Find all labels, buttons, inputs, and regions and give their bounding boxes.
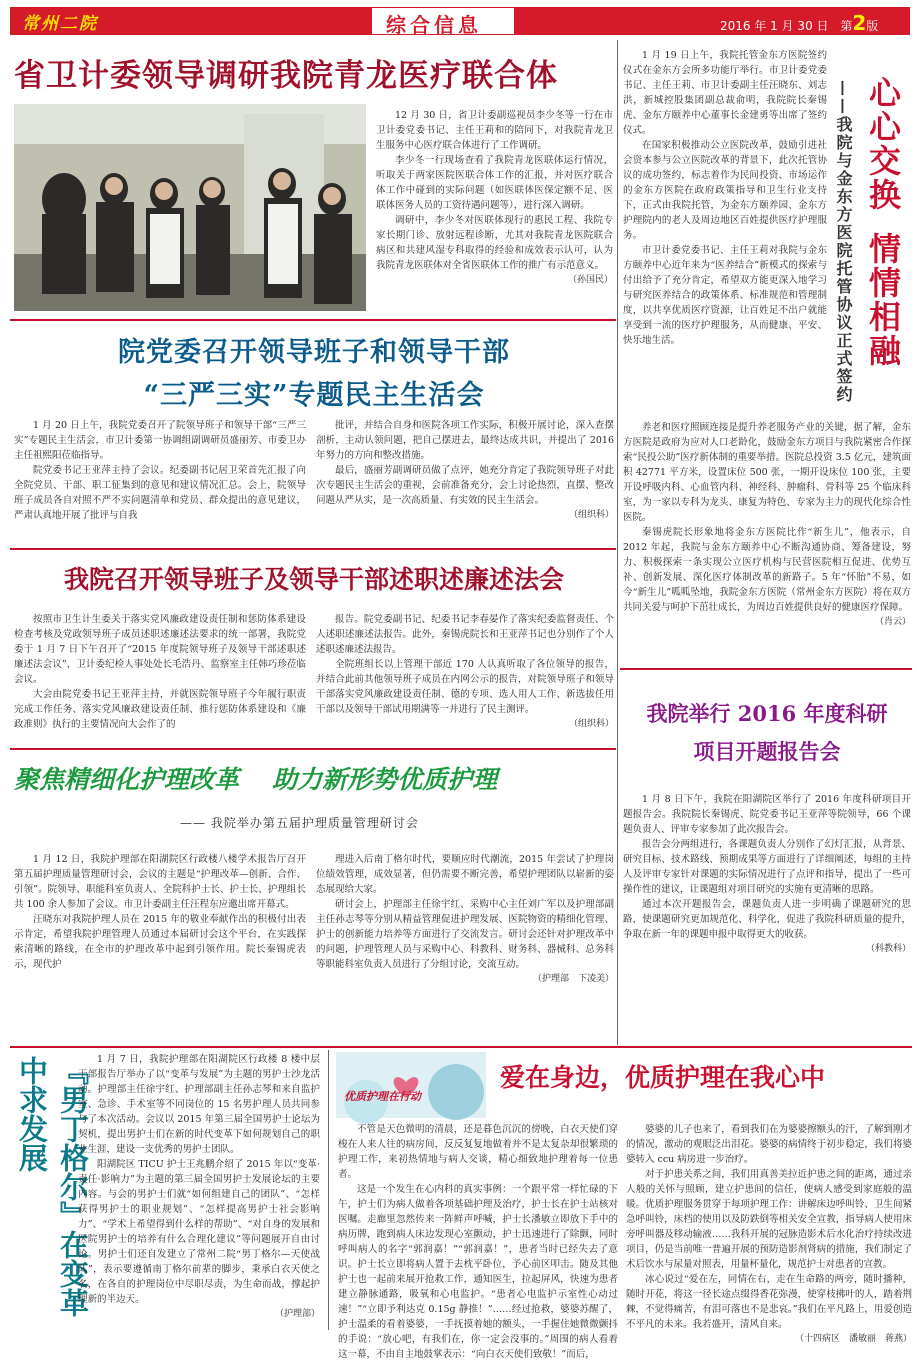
visit-photo (14, 104, 366, 311)
article8-paragraph: 对于护患关系之间，我们用真善美拉近护患之间的距离，通过亲人般的关怀与照顾，建立护患间的信任，使病人感受到家庭般的温暖。优质护理服务贯穿于每项护理工作：讲解床边呼叫铃、卫生间紧急呼叫铃，床档的使用以及防跌倒等相关安全宣教，指导病人使用床旁呼叫器及移动输液……我科开展的冠脉造影术后水化治疗持续改进项目，仍是当前唯一普遍开展的预防造影剂肾病的措施，我们制定了术后饮水与尿量对照表，用量杯量化，规范护士对患者的宣教。 (626, 1169, 912, 1270)
article5-title-2 (860, 232, 910, 368)
article1-body (350, 108, 613, 288)
section-rule (10, 1046, 912, 1048)
article2-paragraph: 批评，并结合自身和医院各项工作实际，积极开展讨论，深入查摆剖析，主动认领问题，把自己摆进去，最终达成共识，并提出了 2016 年努力的方向和整改措施。 (316, 420, 614, 461)
visit-photo-svg (14, 104, 366, 311)
article5-paragraph: 市卫计委党委书记、主任王莉对我院与金东方颐养中心近年来为“医养结合”新模式的探索与付出给予了充分肯定，希望双方能更深入地学习与研究医养结合的政策体系、标准规范和管理制度，以共享优质医疗资源，让百姓足不出户就能享受到一流的医疗护理服务，从而健康、平安、快乐地生活。 (623, 245, 827, 346)
issue-date: 2016 年 1 月 30 日 (720, 19, 829, 33)
section-rule (10, 319, 616, 321)
article6-title-line1: 我院举行 2016 年度科研 (646, 701, 888, 726)
article3-signature: （组织科） (568, 719, 614, 729)
article5-bottom-body (623, 420, 911, 630)
article2-paragraph: 最后，盛丽芳副调研员做了点评，她充分肯定了我院领导班子对此次专题民主生活会的重视，会前准备充分，会上讨论热烈，直摆、整改问题从严从实，是一次高质量、有实效的民主生活会。 (316, 465, 614, 506)
masthead (0, 0, 917, 40)
banner-text: 优质护理在行动 (344, 1090, 421, 1103)
article3-paragraph: 大会由院党委书记王亚萍主持，并就医院领导班子今年履行职责完成工作任务、落实党风廉政建设责任制、推行惩防体系建设和《廉政准则》执行的主要情况向大会作了的 (14, 689, 306, 730)
article3-paragraph: 报告。院党委副书记、纪委书记李春晏作了落实纪委监督责任、个人述职述廉述法报告。此外，秦锡虎院长和王亚萍书记也分别作了个人述职述廉述法报告。 (316, 614, 614, 655)
article2-title (14, 330, 614, 412)
article5-title-line1: 心心交换 (864, 76, 902, 212)
section-title: 综合信息 (386, 13, 482, 37)
article4-title (14, 760, 614, 796)
article1-title: 省卫计委领导调研我院青龙医疗联合体 (14, 58, 558, 94)
article4-col2 (316, 852, 614, 987)
article4-title-right: 助力新形势优质护理 (272, 765, 498, 794)
article6-signature: （科教科） (865, 944, 911, 954)
article2-paragraph: 院党委书记王亚萍主持了会议。纪委副书记居卫荣首先汇报了向全院党员、干部、职工征集到的意见和建议情况汇总。会上，院领导班子成员各自对照不严不实问题清单和党员、群众提出的意见建议，严肃认真地开展了批评与自我 (14, 465, 306, 521)
page-label: 第 (840, 19, 853, 33)
issue-info (720, 11, 878, 35)
article6-paragraph: 报告会分两组进行，各课题负责人分别作了幻灯汇报，从背景、研究目标、技术路线、预期成果等方面进行了详细阐述，每组的主持人及评审专家针对课题的实际情况进行了点评和指导，提出了一些可操作性的建议，让课题组对项目研究的实施有更清晰的思路。 (623, 839, 911, 895)
page-number: 2 (852, 11, 867, 35)
article6-title-line2: 项目开题报告会 (693, 739, 841, 764)
care-banner-art (336, 1052, 486, 1118)
article4-paragraph: 研讨会上，护理部主任徐宇红、采购中心主任刘广军以及护理部副主任孙志琴等分别从精益管理促进护理发展、医院物资的精细化管理、护士的创新能力培养等方面进行了交流发言。研讨会还针对护理改革中的问题，护理管理人员与采购中心、科教科、财务科、器械科、总务科等职能科室负责人员进行了分组讨论，交流互动。 (316, 899, 614, 970)
article2-signature: （组织科） (568, 510, 614, 520)
article5-paragraph: 在国家积极推动公立医院改革，鼓励引进社会资本参与公立医院改革的背景下，此次托管协议的成功签约，标志着作为民间投资、市场运作的金东方医院在政府政策指导和卫生行业支持下，正式由我院托管，为金东方颐养园、金东方护理院内的老人及周边地区百姓提供医疗护理服务。 (623, 140, 827, 241)
article3-paragraph: 全院班组长以上管理干部近 170 人认真听取了各位领导的报告，并结合此前其他领导班子成员在内网公示的报告，对院领导班子和领导干部落实党风廉政建设责任制、德的专项、选人用人工作、新选拔任用干部以及领导干部试用期满等一并进行了民主测评。 (316, 659, 614, 715)
article7-paragraph: 1 月 7 日，我院护理部在阳湖院区行政楼 8 楼中层干部报告厅举办了以“变革与发展”为主题的男护士沙龙活动。护理部主任徐宇红、护理部副主任孙志琴和来自监护室、急诊、手术室等不同岗位的 15 名男护理人员共同参与了本次活动。会议以 2015 年第三届全国男护士论坛为契机，提出男护士们在新的时代变革下如何规划自己的职业生涯，建设一支优秀的男护士团队。 (78, 1054, 320, 1155)
article1-paragraph: 12 月 30 日，省卫计委副巡视员李少冬等一行在市卫计委党委书记、主任王莉和的陪同下，对我院青龙卫生服务中心医疗联合体进行了工作调研。 (376, 110, 613, 151)
article2-title-line1: 院党委召开领导班子和领导干部 (118, 337, 510, 368)
article4-col1 (14, 852, 306, 972)
article5-paragraph: 1 月 19 日上午，我院托管金东方医院签约仪式在金东方会所多功能厅举行。市卫计委党委书记、主任王莉、市卫计委副主任汪晓东、刘志洪，新城控股集团副总裁俞明，我院院长秦锡虎、金东方颐养中心董事长金建勇等出席了签约仪式。 (623, 50, 827, 136)
article4-paragraph: 理进入后南丁格尔时代，要顺应时代潮流，2015 年尝试了护理岗位绩效管理，成效显著，但仍需要不断完善，希望护理团队以崭新的姿态展现给大家。 (316, 854, 614, 895)
article8-signature: （十四病区 潘敏丽 蒋燕） (794, 1334, 912, 1344)
bottom-column-divider (328, 1050, 329, 1330)
article4-paragraph: 1 月 12 日，我院护理部在阳湖院区行政楼八楼学术报告厅召开第五届护理质量管理研讨会，会议的主题是“护理改革—创新、合作、引领”。院领导、职能科室负责人、全院科护士长、护士长、护理组长共 100 余人参加了会议。市卫计委副主任汪程东应邀出席开幕式。 (14, 854, 306, 910)
article4-title-left: 聚焦精细化护理改革 (14, 765, 240, 794)
article8-paragraph: 冰心说过“爱在左，同情在右，走在生命路的两旁，随时播种，随时开花，将这一径长途点缀得香花弥漫，使穿枝拂叶的人，踏着荆棘，不觉得痛苦，有泪可落也不是悲哀。”我们在平凡路上，用爱创造不平凡的未来。我若盛开，清风自来。 (626, 1274, 912, 1330)
article4-paragraph: 汪晓东对我院护理人员在 2015 年的敬业奉献作出的积极付出表示肯定，希望我院护理管理人员通过本届研讨会这个平台，在实践探索清晰的路线，在全市的护理改革中起到引领作用。院长秦锡虎表示，现代护 (14, 914, 306, 970)
article4-subtitle: —— 我院举办第五届护理质量管理研讨会 (180, 816, 419, 830)
article8-banner (336, 1052, 486, 1118)
article3-paragraph: 按照市卫生计生委关于落实党风廉政建设责任制和惩防体系建设检查考核及党政领导班子成员述职述廉述法要求的统一部署，我院党委于 1 月 7 日下午召开了“2015 年度院领导班子及领导干部述职述廉述法会议”，卫计委纪检人事处处长毛浩丹、监察室主任韩巧珍莅临会议。 (14, 614, 306, 685)
article3-col1 (14, 612, 306, 732)
article6-title (622, 698, 912, 766)
article6-paragraph: 1 月 8 日下午，我院在阳湖院区举行了 2016 年度科研项目开题报告会。我院院长秦锡虎、院党委书记王亚萍等院领导，66 个课题负责人、评审专家参加了此次报告会。 (623, 794, 911, 835)
page-suffix: 版 (866, 19, 879, 33)
article8-col1 (338, 1122, 618, 1362)
article5-subtitle: ——我院与金东方医院托管协议正式签约 (834, 80, 853, 404)
article4-signature: （护理部 下凌美） (532, 974, 614, 984)
article1-paragraph: 调研中，李少冬对医联体现行的惠民工程、我院专家长期门诊、放射远程诊断，尤其对我院青龙医院联合病区和共建风湿专科取得的经验和成效表示认可，认为我院青龙医联体对全省医联体工作的推广有示范意义。 (376, 215, 613, 271)
article5-title (860, 76, 910, 212)
article8-paragraph: 这是一个发生在心内科的真实事例：一个跟平常一样忙碌的下午，护士们为病人做着各项基础护理及治疗，护士长在护士站核对医嘱。走廊里忽然传来一阵鲜声呼喊，护士长潘敏立即放下手中的病历牌，跑到病人床边发现心室颤动，护士迅速进行了除颤，同时呼叫病人的名字“郭润嘉！”“郭润嘉！”，患者当时已经失去了意识。护士长立即将病人置于去枕平卧位，予心前区叩击。随及其他护士也一起前来展开抢救工作，通知医生，拉起屏风，快速为患者建立静脉通路，吸氧和心电监护。“患者心电监护示室性心动过速！”“立即予利达克 0.15g 静推！”……经过抢救，婆婆苏醒了，护士温柔的看着婆婆，一手抚摸着她的额头，一手握住她微微颤抖的手说：“放心吧，有我们在，你一定会没事的。”周围的病人看着这一幕，不由自主地鼓掌表示：“向白衣天使们致敬！”而后， (338, 1184, 618, 1360)
article7-body (78, 1052, 320, 1322)
article5-title-line2: 情情相融 (864, 232, 902, 368)
article5-top-body (623, 48, 827, 348)
article8-paragraph: 不管是天色微明的清晨，还是暮色沉沉的傍晚，白衣天使们穿梭在人来人往的病房间，反反复复地做着并不是太复杂却很繁琐的护理工作，来初热情地与病人交谈，精心细致地护理着每一位患者。 (338, 1124, 618, 1180)
article8-title: 爱在身边，优质护理在我心中 (500, 1063, 826, 1092)
article2-col2 (316, 418, 614, 523)
article1-signature: （孙国民） (567, 275, 613, 285)
paper-name: 常州二院 (22, 14, 98, 34)
section-rule (10, 748, 616, 750)
article7-title: 『男丁格尔』在变革中求发展 (15, 1056, 90, 1317)
article3-col2 (316, 612, 614, 732)
article8-col2 (626, 1122, 912, 1347)
article5-signature: （肖云） (874, 617, 911, 627)
section-rule (620, 668, 912, 670)
section-rule (10, 548, 616, 550)
article1-paragraph: 李少冬一行现场查看了我院青龙医联体运行情况，听取关于两家医院医联合体工作的汇报，并对医疗联合体工作中碰到的实际问题（如医联体医保定额不足、医联体医务人员的工资待遇问题等），进行深入调研。 (376, 155, 613, 211)
article5-paragraph: 养老和医疗照顾连接是提升养老服务产业的关键，据了解，金东方医院是政府为应对人口老龄化，鼓励金东方项目与我院紧密合作探索“民投公助”医疗新体制的重要举措。医院总投资 3.5 亿元，建筑面积 42771 平方米，设置床位 500 张，一期开设床位 100 张，主要开设呼吸内科、心血管内科、神经科、肿瘤科、骨科等 25 个临床科室，为一家以专科为龙头、康复为特色、专家为主力的现代化综合性医院。 (623, 422, 911, 523)
article8-paragraph: 婆婆的儿子也来了，看到我们在为婆婆擦额头的汗，了解到刚才的情况，激动的观眼泛出泪花。婆婆的病情终于初步稳定，我们将婆婆转入 ccu 病房进一步治疗。 (626, 1124, 912, 1165)
article2-paragraph: 1 月 20 日上午，我院党委召开了院领导班子和领导干部“三严三实”专题民主生活会，市卫计委第一协调组副调研员盛丽芳、市委卫办主任祖熙阳莅临指导。 (14, 420, 306, 461)
column-divider (617, 40, 618, 1045)
article6-body (623, 792, 911, 957)
article2-col1 (14, 418, 306, 523)
article6-paragraph: 通过本次开题报告会，课题负责人进一步明确了课题研究的思路，使课题研究更加规范化、科学化，促进了我院科研质量的提升，争取在新一年的课题申报中取得更大的收获。 (623, 899, 911, 940)
article7-paragraph: 阳湖院区 TICU 护士王兆鹏介绍了 2015 年以“变革·责任·影响力”为主题的第三届全国男护士发展论坛的主要内容。与会的男护士们就“如何组建自己的团队”、“怎样获得男护士的职业规划”、“怎样提高男护士社会影响力”、“学术上希望得到什么样的帮助”、“对自身的发展和医院男护士的培养有什么合理化建议”等问题展开自由讨论。男护士们还自发建立了常州二院“男丁格尔—天使战队”，表示要遵循南丁格尔前辈的脚步，秉承白衣天使之名，在各自的护理岗位中尽职尽责，为生命而战，撑起护理新的半边天。 (78, 1159, 320, 1305)
article5-paragraph: 秦锡虎院长形象地将金东方医院比作“新生儿”，他表示，自 2012 年起，我院与金东方颐养中心不断沟通协商、筹备建设，努力、积极探索一条实现公立医疗机构与民营医院相互促进、优势互补、创新发展、深化医疗体制改革的新路子。5 年“怀胎”不易，如今“新生儿”呱呱坠地，我院金东方医院（常州金东方医院）将在双方共同关爱与呵护下茁壮成长，为周边百姓提供良好的健康医疗保障。 (623, 527, 911, 613)
article7-signature: （护理部） (274, 1309, 320, 1319)
article2-title-line2: “三严三实”专题民主生活会 (143, 380, 485, 411)
article3-title: 我院召开领导班子及领导干部述职述廉述法会 (63, 565, 564, 594)
